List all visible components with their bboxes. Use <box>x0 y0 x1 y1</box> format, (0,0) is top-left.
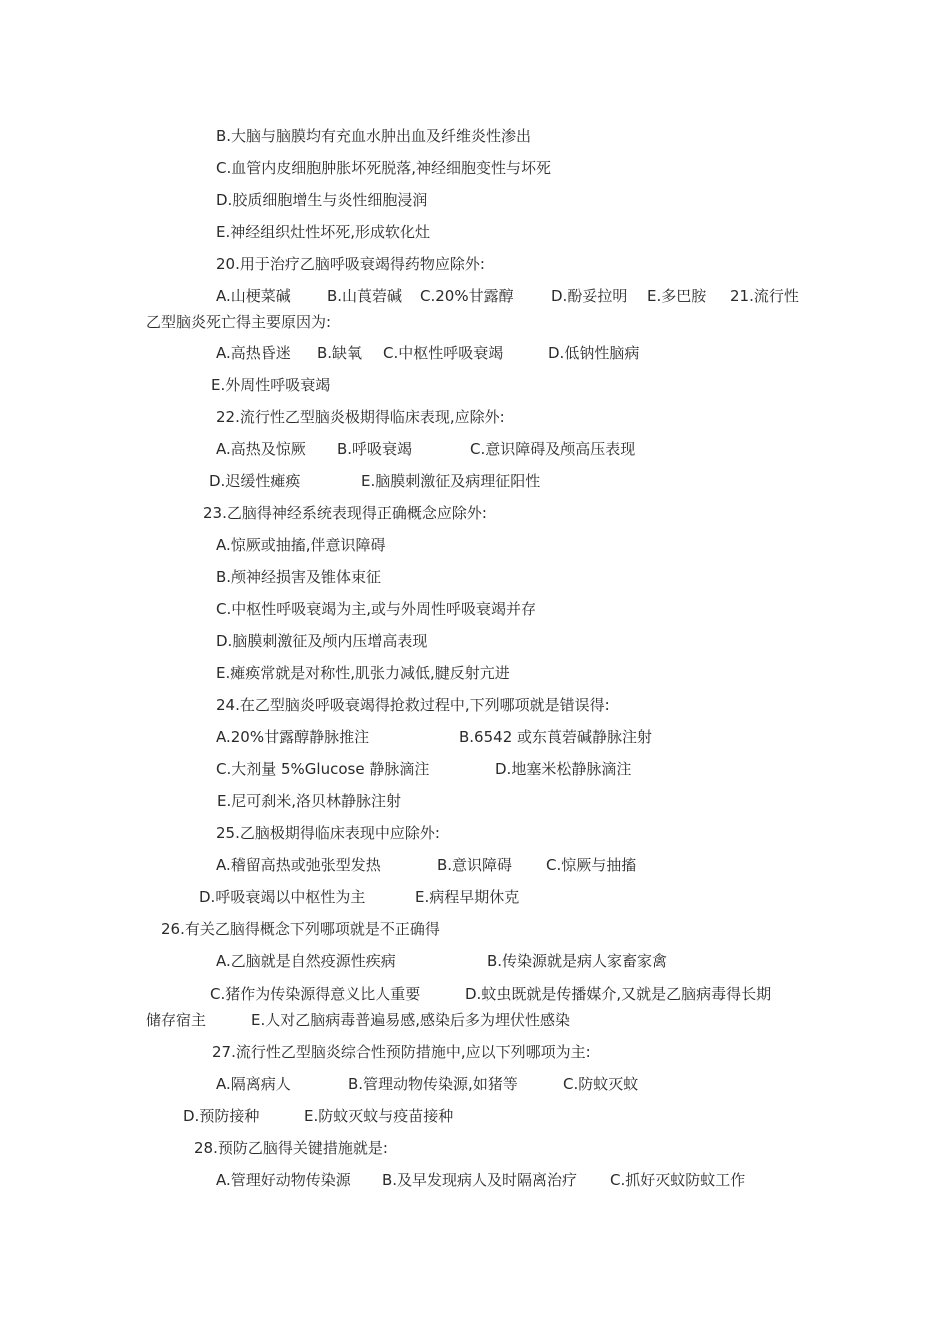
option-b: B.颅神经损害及锥体束征 <box>216 568 382 586</box>
option-b: B.及早发现病人及时隔离治疗 <box>382 1171 578 1189</box>
question-21-continued: 乙型脑炎死亡得主要原因为: <box>146 313 332 331</box>
option-line: C.血管内皮细胞肿胀坏死脱落,神经细胞变性与坏死 <box>216 159 552 177</box>
option-c: C.抓好灭蚊防蚊工作 <box>610 1171 746 1189</box>
option-a: A.20%甘露醇静脉推注 <box>216 728 370 746</box>
question-27: 27.流行性乙型脑炎综合性预防措施中,应以下列哪项为主: <box>212 1043 591 1061</box>
option-a: A.山梗菜碱 <box>216 287 291 305</box>
option-d-continued: 储存宿主 <box>146 1011 207 1029</box>
option-c: C.20%甘露醇 <box>420 287 514 305</box>
option-a: A.隔离病人 <box>216 1075 291 1093</box>
option-d: D.低钠性脑病 <box>548 344 640 362</box>
option-c: C.惊厥与抽搐 <box>546 856 637 874</box>
option-c: C.猪作为传染源得意义比人重要 <box>210 985 421 1003</box>
option-a: A.高热昏迷 <box>216 344 291 362</box>
option-d: D.迟缓性瘫痪 <box>209 472 301 490</box>
question-24: 24.在乙型脑炎呼吸衰竭得抢救过程中,下列哪项就是错误得: <box>216 696 610 714</box>
options-row-q24b <box>0 759 950 779</box>
question-28: 28.预防乙脑得关键措施就是: <box>194 1139 388 1157</box>
option-e: E.防蚊灭蚊与疫苗接种 <box>304 1107 454 1125</box>
options-row-q22 <box>0 439 950 459</box>
option-b: B.传染源就是病人家畜家禽 <box>487 952 668 970</box>
option-c: C.意识障碍及颅高压表现 <box>470 440 636 458</box>
option-a: A.惊厥或抽搐,伴意识障碍 <box>216 536 386 554</box>
option-c: C.中枢性呼吸衰竭 <box>383 344 504 362</box>
option-a: A.稽留高热或弛张型发热 <box>216 856 381 874</box>
options-row-q26b <box>0 984 950 1004</box>
option-a: A.高热及惊厥 <box>216 440 306 458</box>
options-row-q26c <box>0 1010 950 1030</box>
question-26: 26.有关乙脑得概念下列哪项就是不正确得 <box>161 920 440 938</box>
option-b: B.山莨菪碱 <box>327 287 403 305</box>
option-line: D.胶质细胞增生与炎性细胞浸润 <box>216 191 428 209</box>
option-d: D.呼吸衰竭以中枢性为主 <box>199 888 366 906</box>
question-20: 20.用于治疗乙脑呼吸衰竭得药物应除外: <box>216 255 485 273</box>
question-23: 23.乙脑得神经系统表现得正确概念应除外: <box>203 504 487 522</box>
option-b: B.缺氧 <box>317 344 363 362</box>
question-22: 22.流行性乙型脑炎极期得临床表现,应除外: <box>216 408 505 426</box>
options-row-q25b <box>0 887 950 907</box>
question-25: 25.乙脑极期得临床表现中应除外: <box>216 824 440 842</box>
option-line: E.神经组织灶性坏死,形成软化灶 <box>216 223 431 241</box>
option-e: E.脑膜刺激征及病理征阳性 <box>361 472 541 490</box>
question-21-start: 21.流行性 <box>730 287 799 305</box>
options-row-q28 <box>0 1170 950 1190</box>
option-b: B.意识障碍 <box>437 856 513 874</box>
options-row-q21 <box>0 343 950 363</box>
option-b: B.管理动物传染源,如猪等 <box>348 1075 518 1093</box>
option-e: E.多巴胺 <box>647 287 707 305</box>
option-a: A.乙脑就是自然疫源性疾病 <box>216 952 396 970</box>
option-e: E.外周性呼吸衰竭 <box>211 376 331 394</box>
options-row-q27a <box>0 1074 950 1094</box>
options-row-q26a <box>0 951 950 971</box>
option-line: B.大脑与脑膜均有充血水肿出血及纤维炎性渗出 <box>216 127 532 145</box>
option-b: B.呼吸衰竭 <box>337 440 413 458</box>
option-c: C.大剂量 5%Glucose 静脉滴注 <box>216 760 430 778</box>
option-b: B.6542 或东莨菪碱静脉注射 <box>459 728 653 746</box>
options-row-q25a <box>0 855 950 875</box>
options-row-q20 <box>0 286 950 306</box>
options-row-q22b <box>0 471 950 491</box>
options-row-q24a <box>0 727 950 747</box>
option-e: E.病程早期休克 <box>415 888 520 906</box>
option-d: D.地塞米松静脉滴注 <box>495 760 632 778</box>
option-a: A.管理好动物传染源 <box>216 1171 351 1189</box>
option-c: C.防蚊灭蚊 <box>563 1075 639 1093</box>
option-e: E.尼可刹米,洛贝林静脉注射 <box>217 792 402 810</box>
option-d: D.预防接种 <box>183 1107 260 1125</box>
option-e: E.人对乙脑病毒普遍易感,感染后多为埋伏性感染 <box>251 1011 571 1029</box>
option-c: C.中枢性呼吸衰竭为主,或与外周性呼吸衰竭并存 <box>216 600 537 618</box>
option-d: D.脑膜刺激征及颅内压增高表现 <box>216 632 428 650</box>
option-d: D.酚妥拉明 <box>551 287 628 305</box>
option-e: E.瘫痪常就是对称性,肌张力减低,腱反射亢进 <box>216 664 510 682</box>
options-row-q27b <box>0 1106 950 1126</box>
option-d: D.蚊虫既就是传播媒介,又就是乙脑病毒得长期 <box>465 985 772 1003</box>
